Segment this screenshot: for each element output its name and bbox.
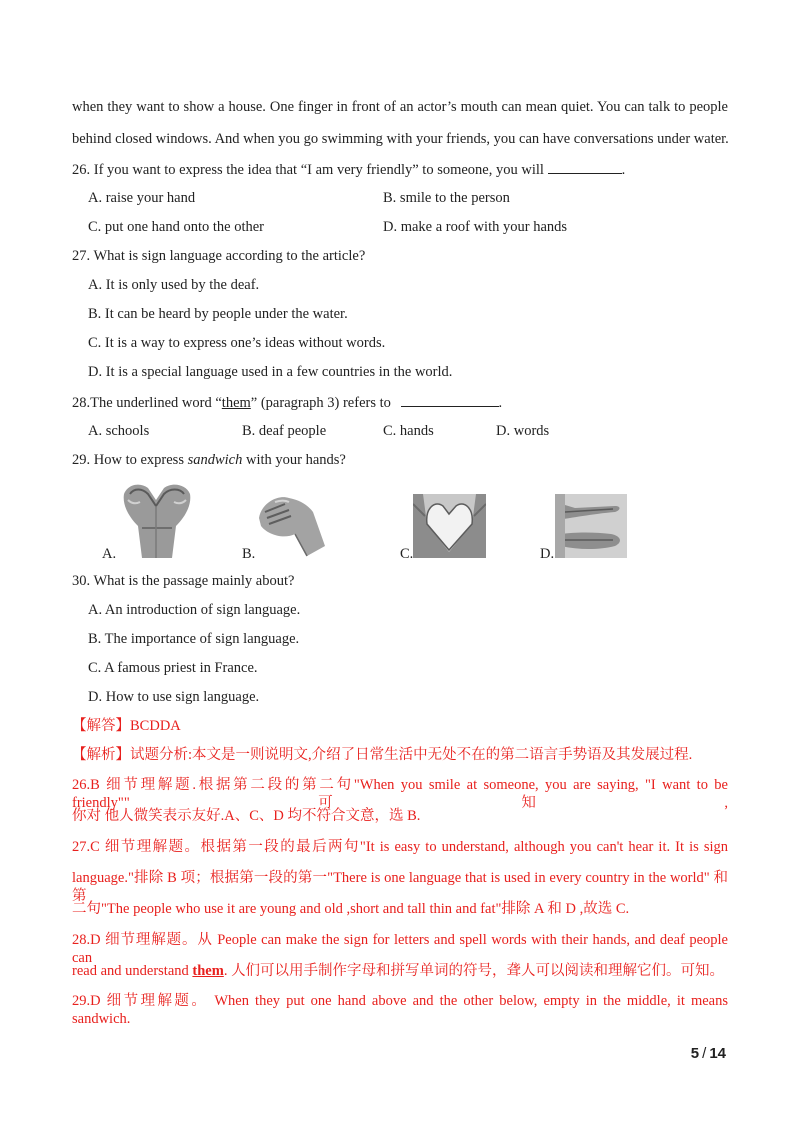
option-c: C. A famous priest in France. [88,660,258,676]
analysis-q27-line: language."排除 B 项；根据第一段的第一"There is one language that is used in every country in the world" 和第 [72,870,728,904]
heart-hands-image [413,494,486,558]
option-a: A. schools [88,423,150,439]
answer-blank [401,393,499,407]
analysis-q29-line: 29.D 细节理解题。 When they put one hand above and the other below, empty in the middle, it means sandwich. [72,993,728,1027]
underlined-word: them [192,963,224,979]
option-a: A. An introduction of sign language. [88,602,301,618]
option-b: B. deaf people [242,423,327,439]
sandwich-hands-image [555,494,627,558]
analysis-q27-line: 27.C 细节理解题。根据第一段的最后两句"It is easy to understand, although you can't hear it. It is sign [72,839,728,855]
analysis-q28-line: read and understand them. 人们可以用手制作字母和拼写单词的符号，聋人可以阅读和理解它们。可知。 [72,963,725,979]
option-d: D. How to use sign language. [88,689,260,705]
clasped-hands-image [255,490,327,558]
option-a: A. [102,546,117,562]
question-30-stem: 30. What is the passage mainly about? [72,573,295,589]
question-27-stem: 27. What is sign language according to the article? [72,248,366,264]
analysis-q28-line: 28.D 细节理解题。从 People can make the sign for letters and spell words with their hands, and deaf people can [72,932,728,966]
option-b: B. The importance of sign language. [88,631,300,647]
option-a: A. raise your hand [88,190,196,206]
passage-line: when they want to show a house. One finger in front of an actor’s mouth can mean quiet. You can talk to people [72,99,728,115]
option-c: C. hands [383,423,434,439]
option-d: D. words [496,423,550,439]
analysis-q27-line: 二句"The people who use it are young and old ,short and tall thin and fat"排除 A 和 D ,故选 C. [72,901,630,917]
option-b: B. smile to the person [383,190,510,206]
option-c: C. put one hand onto the other [88,219,264,235]
passage-line: behind closed windows. And when you go swimming with your friends, you can have conversations under water. [72,131,729,147]
analysis-intro: 【解析】试题分析:本文是一则说明文,介绍了日常生活中无处不在的第二语言手势语及其发展过程. [72,747,693,763]
analysis-q26-line: 你对 他人微笑表示友好.A、C、D 均不符合文意，选 B. [72,808,421,824]
question-28-stem: 28.The underlined word “them” (paragraph 3) refers to . [72,395,503,411]
question-29-stem: 29. How to express sandwich with your hands? [72,452,346,468]
underlined-word: them [221,395,251,411]
answer-line: 【解答】BCDDA [72,718,181,734]
option-d: D. It is a special language used in a few countries in the world. [88,364,453,380]
option-d: D. make a roof with your hands [383,219,568,235]
question-26-stem: 26. If you want to express the idea that “I am very friendly” to someone, you will . [72,162,626,178]
option-b: B. It can be heard by people under the water. [88,306,348,322]
analysis-q26-line: 26.B 细节理解题.根据第二段的第二句"When you smile at someone, you are saying, "I want to be friendly""可知, [72,777,728,811]
option-d: D. [540,546,555,562]
answer-blank [548,160,622,174]
page-number: 5 / 14 [690,1045,726,1062]
option-c: C. It is a way to express one’s ideas without words. [88,335,386,351]
option-a: A. It is only used by the deaf. [88,277,260,293]
cupped-hands-image [118,478,196,558]
option-b: B. [242,546,256,562]
option-c: C. [400,546,414,562]
